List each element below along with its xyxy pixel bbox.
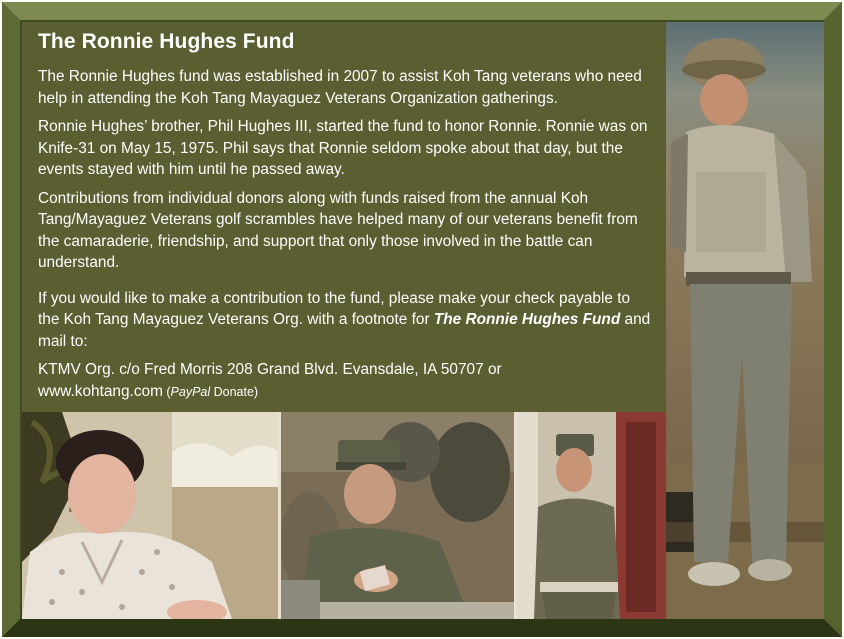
text-panel	[22, 22, 666, 412]
paypal-open: (	[162, 384, 171, 399]
frame-bevel-top	[2, 2, 842, 20]
frame-bevel-left	[2, 2, 20, 637]
frame-bevel-bottom	[2, 619, 842, 637]
marine-playing-cards-photo	[280, 412, 516, 619]
marine-in-doorway-photo	[516, 412, 666, 619]
website-link[interactable]: www.kohtang.com	[38, 382, 163, 400]
soldier-standing-photo	[666, 22, 824, 619]
mailing-address: KTMV Org. c/o Fred Morris 208 Grand Blvd. Evansdale, IA 50707 or	[38, 361, 502, 378]
paragraph-mailing-address	[38, 359, 652, 403]
frame-bevel-right	[824, 2, 842, 637]
page-title: The Ronnie Hughes Fund	[38, 30, 295, 53]
paragraph-brother: Ronnie Hughes’ brother, Phil Hughes III, started the fund to honor Ronnie. Ronnie was on Knife-31 on May 15, 1975. Phil says that Ronnie seldom spoke about that day, but the events stayed with him until he passed away.	[38, 118, 648, 178]
photo-divider-right	[514, 412, 517, 619]
donate-text: If you would like to make a contribution to the fund, please make your check payable to the Koh Tang Mayaguez Veterans Org. with a footnote for	[38, 289, 631, 328]
donate-text-end: and mail to:	[38, 311, 651, 350]
paragraph-contributions: Contributions from individual donors along with funds raised from the annual Koh Tang/Mayaguez Veterans golf scrambles have helped many of our veterans benefit from the camaraderie, friendship, and support that only those involved in the battle can understand.	[38, 189, 638, 271]
photo-divider-left	[278, 412, 281, 619]
paragraph-history: The Ronnie Hughes fund was established in 2007 to assist Koh Tang veterans who need help in attending the Koh Tang Mayaguez Veterans Organization gatherings.	[38, 68, 642, 107]
young-man-portrait-photo	[22, 412, 280, 619]
paypal-label: PayPal	[170, 384, 211, 399]
beveled-frame	[2, 2, 842, 637]
content-area	[22, 22, 824, 619]
fund-name-emphasis: The Ronnie Hughes Fund	[433, 311, 621, 328]
paragraph-donate-instructions	[38, 288, 652, 353]
paypal-close: Donate)	[210, 384, 259, 399]
